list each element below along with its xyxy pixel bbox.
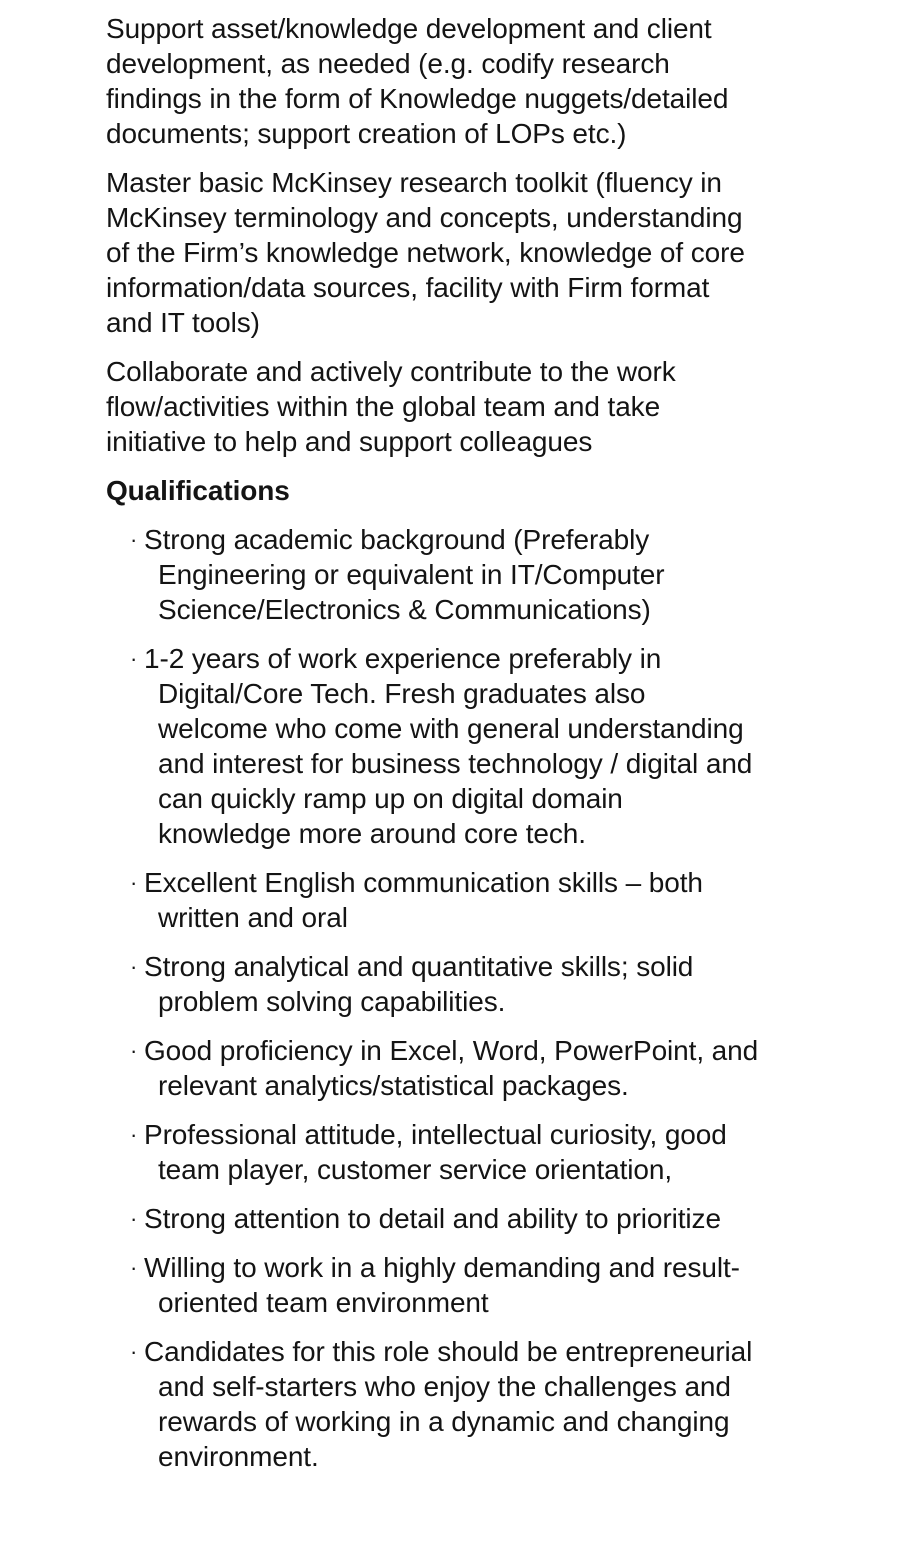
qualification-item-line-text: environment.	[158, 1441, 319, 1472]
qualification-item-line	[158, 1370, 731, 1404]
qualification-item-line	[130, 1335, 752, 1369]
qualification-item-line-text: Engineering or equivalent in IT/Computer	[158, 559, 665, 590]
qualification-item-line-text: Excellent English communication skills – both	[144, 867, 703, 898]
intro-paragraph-line-text: McKinsey terminology and concepts, understanding	[106, 202, 743, 233]
intro-paragraph-line	[106, 390, 660, 424]
qualification-item-line	[158, 817, 586, 851]
qualification-item-line	[158, 1440, 319, 1474]
intro-paragraph-line-text: and IT tools)	[106, 307, 260, 338]
qualifications-heading-text: Qualifications	[106, 475, 290, 506]
bullet-dot-icon: ·	[130, 646, 138, 671]
qualification-item-line	[158, 985, 505, 1019]
bullet-dot-icon: ·	[130, 870, 138, 895]
intro-paragraph-line-text: initiative to help and support colleagues	[106, 426, 593, 457]
qualification-item-line	[130, 1251, 740, 1285]
qualification-item-line-text: and interest for business technology / digital and	[158, 748, 753, 779]
qualification-item-line-text: Candidates for this role should be entrepreneurial	[144, 1336, 753, 1367]
qualification-item-line	[158, 593, 651, 627]
qualification-item-line	[158, 1069, 629, 1103]
bullet-dot-icon: ·	[130, 1339, 138, 1364]
intro-paragraph-line	[106, 236, 745, 270]
qualification-item-line	[158, 747, 752, 781]
intro-paragraph-line-text: Collaborate and actively contribute to the work	[106, 356, 676, 387]
qualification-item-line-text: rewards of working in a dynamic and changing	[158, 1406, 730, 1437]
qualification-item-line-text: written and oral	[158, 902, 348, 933]
qualification-item-line-text: knowledge more around core tech.	[158, 818, 586, 849]
intro-paragraph-line	[106, 425, 592, 459]
qualification-item-line-text: Strong academic background (Preferably	[144, 524, 650, 555]
qualification-item-line-text: Digital/Core Tech. Fresh graduates also	[158, 678, 646, 709]
qualification-item-line	[158, 677, 645, 711]
qualification-item-line	[130, 1034, 758, 1068]
intro-paragraph-line-text: Master basic McKinsey research toolkit (fluency in	[106, 167, 722, 198]
intro-paragraph-line-text: findings in the form of Knowledge nuggets/detailed	[106, 83, 729, 114]
qualification-item-line-text: Strong analytical and quantitative skills; solid	[144, 951, 694, 982]
qualification-item-line-text: Professional attitude, intellectual curiosity, good	[144, 1119, 727, 1150]
intro-paragraph-line-text: information/data sources, facility with Firm format	[106, 272, 710, 303]
qualification-item-line	[158, 712, 744, 746]
intro-paragraph-line	[106, 47, 670, 81]
qualification-item-line	[158, 558, 665, 592]
qualification-item-line-text: Science/Electronics & Communications)	[158, 594, 651, 625]
qualification-item-line-text: Willing to work in a highly demanding and result-	[144, 1252, 740, 1283]
intro-paragraph-line	[106, 166, 722, 200]
qualification-item-line-text: Good proficiency in Excel, Word, PowerPoint, and	[144, 1035, 759, 1066]
bullet-dot-icon: ·	[130, 1206, 138, 1231]
qualification-item-line	[130, 1118, 727, 1152]
intro-paragraph-line	[106, 306, 260, 340]
qualification-item-line-text: oriented team environment	[158, 1287, 489, 1318]
qualification-item-line-text: team player, customer service orientation,	[158, 1154, 673, 1185]
qualification-item-line	[130, 866, 703, 900]
qualification-item-line-text: relevant analytics/statistical packages.	[158, 1070, 629, 1101]
qualification-item-line	[158, 782, 623, 816]
qualification-item-line-text: 1-2 years of work experience preferably in	[144, 643, 662, 674]
qualification-item-line-text: problem solving capabilities.	[158, 986, 506, 1017]
intro-paragraph-line-text: of the Firm’s knowledge network, knowledge of core	[106, 237, 745, 268]
intro-paragraph-line	[106, 271, 709, 305]
bullet-dot-icon: ·	[130, 527, 138, 552]
qualification-item-line	[130, 523, 649, 557]
qualification-item-line	[158, 901, 348, 935]
intro-paragraph-line	[106, 117, 626, 151]
bullet-dot-icon: ·	[130, 954, 138, 979]
intro-paragraph-line-text: documents; support creation of LOPs etc.)	[106, 118, 627, 149]
intro-paragraph-line	[106, 355, 676, 389]
intro-paragraph-line	[106, 12, 712, 46]
qualification-item-line	[158, 1153, 672, 1187]
qualification-item-line	[158, 1405, 729, 1439]
bullet-dot-icon: ·	[130, 1038, 138, 1063]
intro-paragraph-line	[106, 201, 742, 235]
qualification-item-line	[158, 1286, 489, 1320]
bullet-dot-icon: ·	[130, 1122, 138, 1147]
qualification-item-line-text: and self-starters who enjoy the challenges and	[158, 1371, 731, 1402]
intro-paragraph-line-text: development, as needed (e.g. codify research	[106, 48, 670, 79]
qualification-item-line	[130, 642, 661, 676]
qualification-item-line-text: welcome who come with general understanding	[158, 713, 744, 744]
bullet-dot-icon: ·	[130, 1255, 138, 1280]
qualification-item-line	[130, 1202, 721, 1236]
qualifications-heading	[106, 474, 290, 508]
intro-paragraph-line-text: flow/activities within the global team and take	[106, 391, 661, 422]
qualification-item-line-text: can quickly ramp up on digital domain	[158, 783, 623, 814]
qualification-item-line-text: Strong attention to detail and ability to prioritize	[144, 1203, 721, 1234]
intro-paragraph-line-text: Support asset/knowledge development and client	[106, 13, 712, 44]
intro-paragraph-line	[106, 82, 728, 116]
qualification-item-line	[130, 950, 693, 984]
